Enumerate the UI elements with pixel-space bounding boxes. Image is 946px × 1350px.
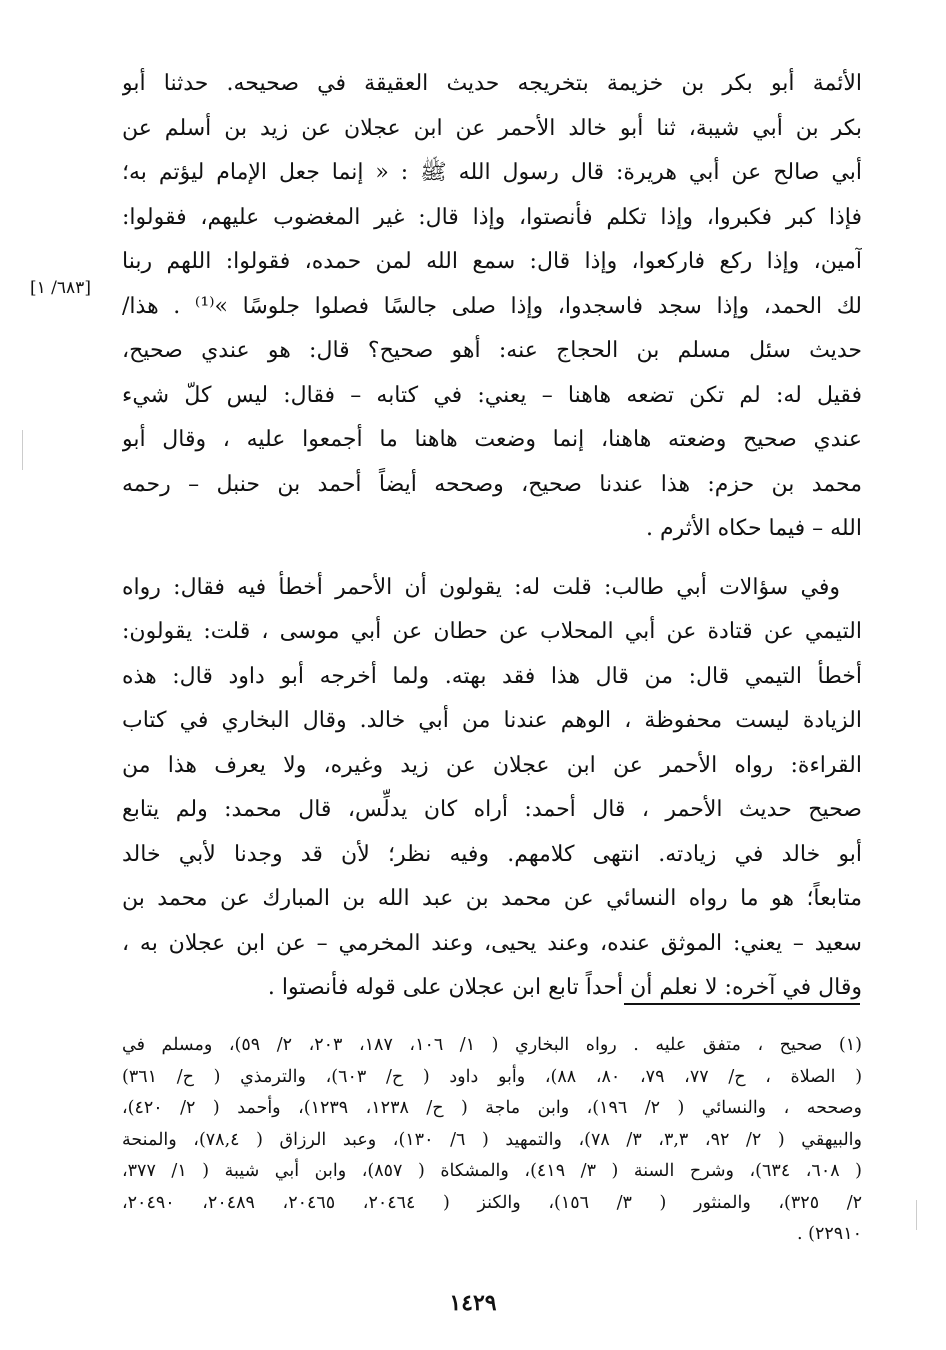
text-line: لك الحمد، وإذا سجد فاسجدوا، وإذا صلى جالسًا فصلوا جلوسًا »⁽¹⁾ . هذا/ [122, 293, 862, 319]
footnote-line: ( ٦٠٨، ٦٣٤)، وشرح السنة ( ٣/ ٤١٩)، والمشكاة ( ٨٥٧)، وابن أبي شيبة ( ١/ ٣٧٧، [122, 1161, 862, 1181]
text-line: صحيح حديث الأحمر ، قال أحمد: أراه كان يدلِّس، قال محمد: ولم يتابع [122, 797, 862, 822]
text-line: الزيادة ليست محفوظة ، الوهم عندنا من أبي خالد. وقال البخاري في كتاب [122, 708, 862, 733]
text-line: الأئمة أبو بكر بن خزيمة بتخريجه حديث العقيقة في صحيحه. حدثنا أبو [122, 71, 862, 96]
text-line: عندي صحيح وضعته هاهنا، إنما وضعت هاهنا ما أجمعوا عليه ، وقال أبو [122, 427, 862, 452]
text-line: حديث سئل مسلم بن الحجاج عنه: أهو صحيح؟ قال: هو عندي صحيح، [122, 338, 862, 363]
text-line: أبو خالد في زيادته. انتهى كلامهم. وفيه نظر؛ لأن قد وجدنا لأبي خالد [122, 841, 862, 867]
paragraph-gap [122, 552, 862, 566]
footnote-line: وصححه ، والنسائي ( ٢/ ١٩٦)، وابن ماجة ( ح/ ١٢٣٨، ١٢٣٩)، وأحمد ( ٢/ ٤٢٠)، [122, 1098, 862, 1118]
footnote-line: ٢/ ٣٢٥)، والمنثور ( ٣/ ١٥٦)، والكنز ( ٢٠٤٦٤، ٢٠٤٦٥، ٢٠٤٨٩، ٢٠٤٩٠، [122, 1192, 862, 1213]
text-line: القراءة: رواه الأحمر عن ابن عجلان عن زيد وغيره، ولا يعرف هذا من [122, 752, 862, 778]
text-line: الله – فيما حكاه الأثرم . [646, 516, 862, 541]
footnote-line: (١) صحيح ، متفق عليه . رواه البخاري ( ١/ ١٠٦، ١٨٧، ٢٠٣، ٢/ ٥٩)، ومسلم في [122, 1035, 862, 1055]
scan-edge-mark [916, 1200, 917, 1230]
footnote-line: والبيهقي ( ٢/ ٩٢، ٣,٣، ٣/ ٧٨)، والتمهيد ( ٦/ ١٣٠)، وعبد الرزاق ( ٧٨,٤)، والمنحة [122, 1129, 862, 1150]
footnote-separator [624, 1003, 860, 1005]
margin-page-reference: [٦٨٣/ ١] [30, 278, 91, 298]
text-line: محمد بن حزم: هذا عندنا صحيح، وصححه أيضاً أحمد بن حنبل – رحمه [122, 471, 862, 497]
text-line: آمين، وإذا ركع فاركعوا، وإذا قال: سمع الله لمن حمده، فقولوا: اللهم ربنا [122, 249, 862, 274]
footnotes [122, 1030, 862, 1251]
text-line: أخطأ التيمي قال: من قال هذا فقد بهته. ولما أخرجه أبو داود قال: هذه [122, 663, 862, 689]
page-number: ١٤٢٩ [449, 1290, 497, 1316]
main-text [122, 62, 862, 1011]
text-line: سعيد – يعني: الموثق عنده، وعند يحيى، وعند المخرمي – عن ابن عجلان به ، [122, 930, 862, 956]
scan-edge-mark [22, 430, 23, 470]
text-line: متابعاً؛ هو ما رواه النسائي عن محمد بن عبد الله بن المبارك عن محمد بن [122, 886, 862, 911]
footnote-line: ٢٢٩١٠) . [797, 1224, 862, 1244]
text-line: فقيل له: لم تكن تضعه هاهنا – يعني: في كتابه – فقال: ليس كلّ شيء [122, 382, 862, 408]
text-line: بكر بن أبي شيبة، ثنا أبو خالد الأحمر عن ابن عجلان عن زيد بن أسلم عن [122, 115, 862, 141]
text-line: وقال في آخره: لا نعلم أن أحداً تابع ابن عجلان على قوله فأنصتوا . [267, 975, 862, 1000]
footnote-line: ( الصلاة ، ح/ ٧٧، ٧٩، ٨٠، ٨٨)، وأبو داود ( ح/ ٦٠٣)، والترمذي ( ح/ ٣٦١) [122, 1066, 862, 1087]
text-line: فإذا كبر فكبروا، وإذا تكلم فأنصتوا، وإذا قال: غير المغضوب عليهم، فقولوا: [122, 204, 862, 230]
text-line: وفي سؤالات أبي طالب: قلت له: يقولون أن الأحمر أخطأ فيه فقال: رواه [122, 574, 840, 600]
text-line: التيمي عن قتادة عن أبي المحلاب عن حطان عن أبي موسى ، قلت: يقولون: [122, 619, 862, 644]
text-line: أبي صالح عن أبي هريرة: قال رسول الله ﷺ : « إنما جعل الإمام ليؤتم به؛ [122, 160, 862, 185]
